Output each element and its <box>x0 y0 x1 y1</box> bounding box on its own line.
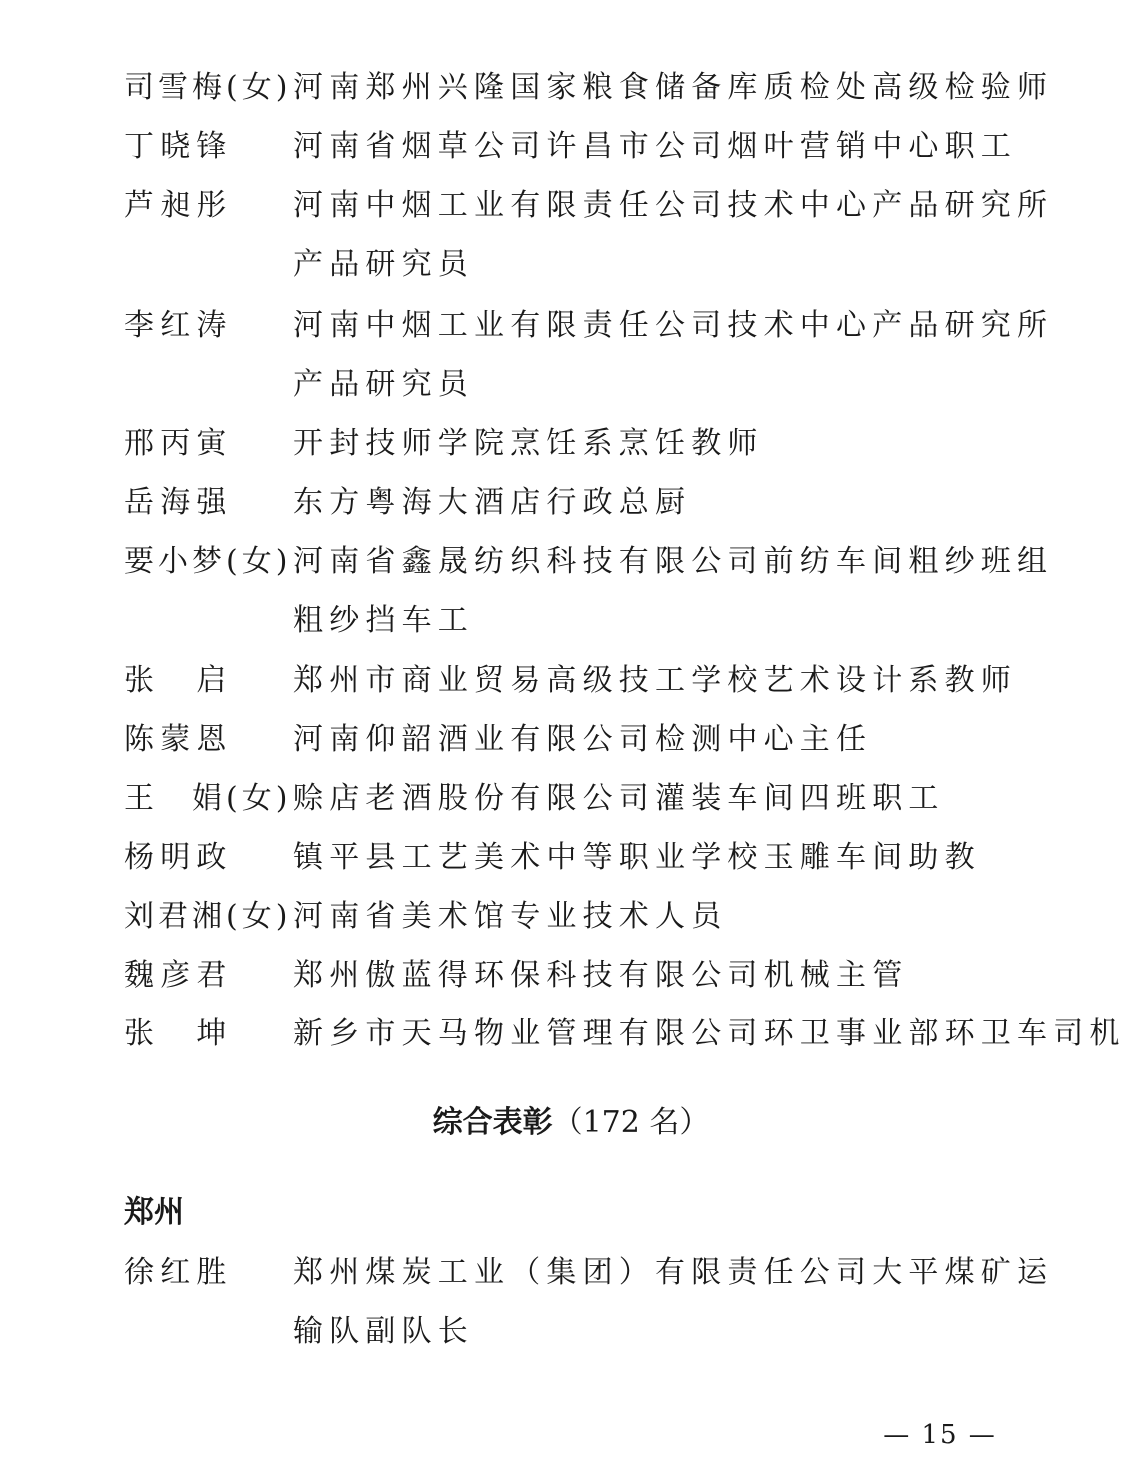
person-affiliation: 郑州煤炭工业（集团）有限责任公司大平煤矿运 <box>293 1255 1054 1290</box>
list-item <box>124 188 1053 224</box>
list-item <box>124 308 1053 344</box>
person-name: 陈蒙恩 <box>124 722 233 757</box>
list-item <box>124 129 1017 165</box>
section-title <box>0 1103 1142 1143</box>
person-affiliation: 河南中烟工业有限责任公司技术中心产品研究所 <box>293 188 1054 223</box>
affiliation-continuation: 产品研究员 <box>293 367 474 402</box>
list-item <box>124 781 945 817</box>
affiliation-continuation: 产品研究员 <box>293 247 474 282</box>
section-count: （172 名） <box>552 1105 710 1140</box>
person-affiliation: 河南仰韶酒业有限公司检测中心主任 <box>293 722 873 757</box>
person-affiliation: 河南中烟工业有限责任公司技术中心产品研究所 <box>293 308 1054 343</box>
person-affiliation: 新乡市天马物业管理有限公司环卫事业部环卫车司机 <box>293 1016 1126 1051</box>
person-name: 李红涛 <box>124 308 233 343</box>
list-item <box>124 544 1053 580</box>
person-name: 岳海强 <box>124 485 233 520</box>
list-item <box>124 485 691 521</box>
person-affiliation: 河南省鑫晟纺织科技有限公司前纺车间粗纱班组 <box>293 544 1054 579</box>
list-item <box>124 840 981 876</box>
section-title-text: 综合表彰 <box>432 1105 553 1140</box>
person-affiliation: 河南省美术馆专业技术人员 <box>293 899 728 934</box>
person-affiliation: 赊店老酒股份有限公司灌装车间四班职工 <box>293 781 945 816</box>
person-name: 张 坤 <box>124 1016 233 1051</box>
person-name: 刘君湘(女) <box>124 899 292 934</box>
person-name: 丁晓锋 <box>124 129 233 164</box>
list-item <box>124 899 727 935</box>
affiliation-continuation: 粗纱挡车工 <box>293 603 474 638</box>
person-name: 魏彦君 <box>124 958 233 993</box>
person-affiliation: 郑州傲蓝得环保科技有限公司机械主管 <box>293 958 909 993</box>
person-name: 司雪梅(女) <box>124 70 292 105</box>
person-affiliation: 镇平县工艺美术中等职业学校玉雕车间助教 <box>293 840 981 875</box>
list-item <box>124 722 872 758</box>
person-name: 王 娟(女) <box>124 781 292 816</box>
page-number: — 15 — <box>883 1420 997 1450</box>
person-name: 徐红胜 <box>124 1255 233 1290</box>
person-affiliation: 东方粤海大酒店行政总厨 <box>293 485 692 520</box>
person-affiliation: 河南郑州兴隆国家粮食储备库质检处高级检验师 <box>293 70 1054 105</box>
list-item <box>124 426 764 462</box>
person-name: 要小梦(女) <box>124 544 292 579</box>
affiliation-continuation: 输队副队长 <box>293 1314 474 1349</box>
list-item <box>124 1255 1053 1291</box>
person-affiliation: 郑州市商业贸易高级技工学校艺术设计系教师 <box>293 663 1017 698</box>
region-heading: 郑州 <box>124 1195 184 1230</box>
list-item <box>124 663 1017 699</box>
person-affiliation: 开封技师学院烹饪系烹饪教师 <box>293 426 764 461</box>
list-item <box>124 958 908 994</box>
person-affiliation: 河南省烟草公司许昌市公司烟叶营销中心职工 <box>293 129 1017 164</box>
list-item <box>124 70 1053 106</box>
person-name: 邢丙寅 <box>124 426 233 461</box>
list-item <box>124 1016 1126 1052</box>
person-name: 杨明政 <box>124 840 233 875</box>
person-name: 张 启 <box>124 663 233 698</box>
person-name: 芦昶彤 <box>124 188 233 223</box>
